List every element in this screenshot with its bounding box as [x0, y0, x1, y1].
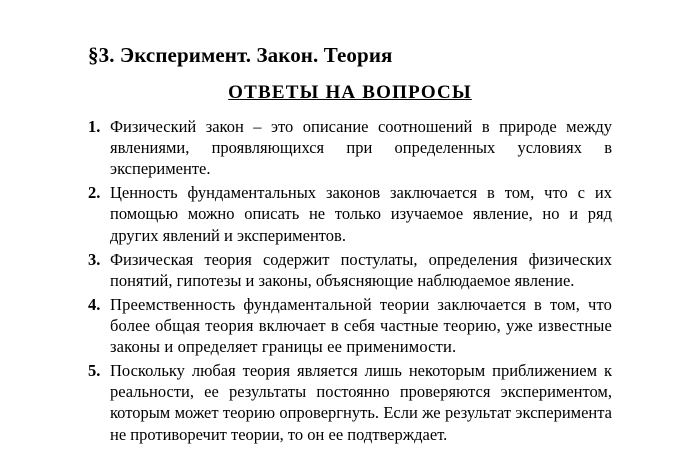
- list-item-number: 3.: [88, 249, 101, 269]
- list-item-number: 4.: [88, 294, 101, 314]
- list-item: [88, 249, 612, 291]
- list-item-text: Преемственность фундаментальной теории заключается в том, что более общая теория включает в себя частные теорию, уже известные законы и определяет границы ее применимости.: [110, 294, 612, 357]
- page-title: §3. Эксперимент. Закон. Теория: [88, 43, 393, 67]
- section-subtitle: ОТВЕТЫ НА ВОПРОСЫ: [228, 82, 472, 104]
- list-item-text: Поскольку любая теория является лишь некоторым приближением к реальности, ее результаты постоянно проверяются экспериментом, которым может теорию опровергнуть. Если же результат эксперимента не противоречит теории, то он ее подтверждает.: [110, 361, 612, 444]
- list-item-text: Физический закон – это описание соотношений в природе между явлениями, проявляющихся при определенных условиях в эксперименте.: [110, 116, 612, 179]
- answers-list: [88, 116, 612, 445]
- list-item: [88, 116, 612, 179]
- list-item: [88, 294, 612, 357]
- list-item-text: Ценность фундаментальных законов заключается в том, что с их помощью можно описать не только изучаемое явление, но и ряд других явлений и экспериментов.: [110, 183, 612, 245]
- list-item-text: Физическая теория содержит постулаты, определения физических понятий, гипотезы и законы, объясняющие наблюдаемое явление.: [110, 249, 612, 290]
- list-item: [88, 360, 612, 444]
- list-item-number: 2.: [88, 183, 101, 203]
- list-item-number: 5.: [88, 361, 101, 381]
- list-item: [88, 182, 612, 245]
- list-item-number: 1.: [88, 116, 101, 136]
